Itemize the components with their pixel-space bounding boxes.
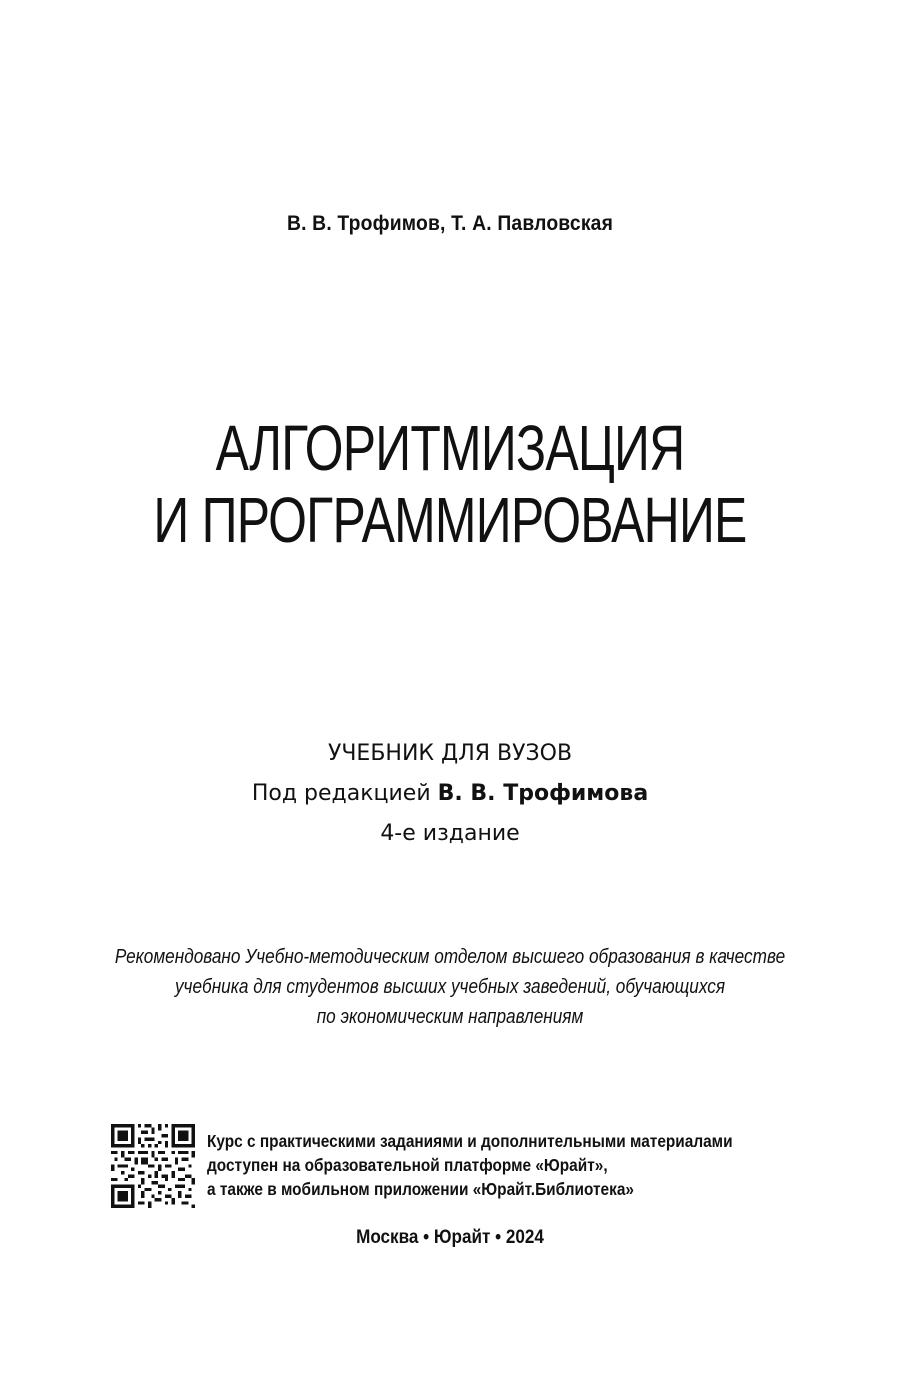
course-note xyxy=(207,1129,735,1201)
book-title xyxy=(99,412,801,556)
recommendation-line-3: по экономическим направлениям xyxy=(316,1006,584,1028)
recommendation-line-1: Рекомендовано Учебно-методическим отделом высшего образования в качестве xyxy=(114,946,786,968)
imprint: Москва • Юрайт • 2024 xyxy=(356,1227,544,1248)
book-title-line-1: АЛГОРИТМИЗАЦИЯ xyxy=(215,412,685,484)
book-type: УЧЕБНИК ДЛЯ ВУЗОВ xyxy=(327,741,573,766)
editor-prefix: Под редакцией xyxy=(251,781,431,806)
editor-name: В. В. Трофимова xyxy=(437,781,649,806)
authors: В. В. Трофимов, Т. А. Павловская xyxy=(286,212,614,235)
book-title-line-2: И ПРОГРАММИРОВАНИЕ xyxy=(153,484,747,556)
course-note-line-1: Курс с практическими заданиями и дополнительными материалами xyxy=(207,1131,733,1151)
qr-code-icon[interactable] xyxy=(111,1124,195,1208)
course-note-line-3: а также в мобильном приложении «Юрайт.Библиотека» xyxy=(207,1179,634,1199)
recommendation-line-2: учебника для студентов высших учебных заведений, обучающихся xyxy=(174,976,726,998)
subtitle-block xyxy=(0,734,900,854)
course-note-line-2: доступен на образовательной платформе «Юрайт», xyxy=(207,1155,608,1175)
recommendation xyxy=(63,942,837,1032)
editor-line xyxy=(0,774,900,814)
edition: 4-е издание xyxy=(380,821,520,846)
